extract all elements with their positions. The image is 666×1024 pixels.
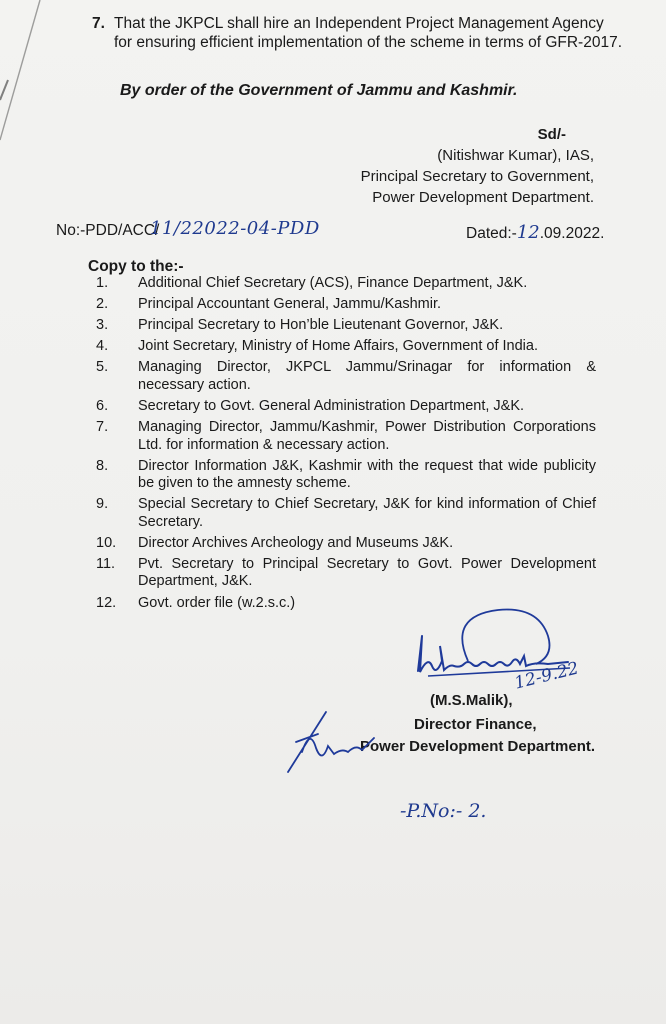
list-item-text: Principal Accountant General, Jammu/Kashmir. [138,296,442,313]
paragraph-7-line2: for ensuring efficient implementation of the scheme in terms of GFR-2017. [114,34,623,51]
list-item-number: 11. [96,555,116,572]
copy-to-heading: Copy to the:- [88,258,184,275]
director-dept: Power Development Department. [360,738,596,755]
signatory-block [361,124,594,208]
dated-field [466,222,604,243]
list-item-text: Principal Secretary to Hon’ble Lieutenant Governor, J&K. [138,317,504,334]
list-item [96,398,596,416]
list-item-number: 6. [96,397,109,414]
list-item [96,338,596,356]
list-item-number: 5. [96,359,109,376]
list-item [96,275,596,293]
page-fold-mark [0,0,90,200]
list-item-number: 7. [96,419,109,436]
list-item-text: Director Archives Archeology and Museums J&K. [138,534,454,551]
list-item [96,296,596,314]
director-signature-date: 12-9.22 [512,658,581,694]
list-item-text: Director Information J&K, Kashmir with the request that wide publicity be given to the amnesty scheme. [138,457,596,492]
dated-handwritten-day: 12 [516,222,540,243]
sd-label: Sd/- [537,126,566,143]
list-item-text: Govt. order file (w.2.s.c.) [138,594,296,611]
list-item [96,556,596,591]
paragraph-7-line1 [92,14,604,34]
copy-to-list [96,275,596,616]
list-item [96,496,596,531]
director-name: (M.S.Malik), [430,692,513,709]
list-item-text: Additional Chief Secretary (ACS), Finance Department, J&K. [138,275,528,291]
director-title: Director Finance, [414,716,537,733]
list-item-text: Managing Director, JKPCL Jammu/Srinagar for information & necessary action. [138,359,596,393]
list-item [96,317,596,335]
reference-number-handwritten: 11/22022-04-PDD [150,218,320,239]
list-item-number: 1. [96,275,109,291]
list-item-text: Special Secretary to Chief Secretary, J&K for kind information of Chief Secretary. [138,496,596,530]
list-item-number: 10. [96,534,117,551]
list-item-number: 2. [96,296,109,313]
signatory-title: Principal Secretary to Government, [360,168,594,185]
list-item-number: 3. [96,317,109,334]
list-item-text: Joint Secretary, Ministry of Home Affairs, Government of India. [138,338,538,355]
list-item [96,419,596,454]
order-line: By order of the Government of Jammu and Kashmir. [120,82,518,99]
dated-label: Dated:- [466,225,517,242]
list-item [96,458,596,493]
initials-scribble [282,708,382,778]
paragraph-7-text: That the JKPCL shall hire an Independent Project Management Agency [114,15,604,32]
list-item [96,535,596,553]
list-item-number: 9. [96,496,109,513]
list-item-text: Secretary to Govt. General Administration Department, J&K. [138,397,525,414]
page-number-marker: -P.No:- 2. [400,800,487,822]
paragraph-number: 7. [92,15,105,32]
list-item-number: 4. [96,338,109,355]
list-item-text: Pvt. Secretary to Principal Secretary to Govt. Power Development Department, J&K. [138,555,596,590]
list-item-number: 12. [96,594,117,611]
signatory-dept: Power Development Department. [372,189,594,206]
reference-number-label: No:-PDD/ACC/ [56,222,160,239]
list-item-number: 8. [96,457,109,474]
list-item [96,359,596,394]
dated-suffix: .09.2022. [539,225,605,242]
signatory-name: (Nitishwar Kumar), IAS, [437,147,594,164]
list-item-text: Managing Director, Jammu/Kashmir, Power Distribution Corporations Ltd. for information & necessary action. [138,419,596,453]
